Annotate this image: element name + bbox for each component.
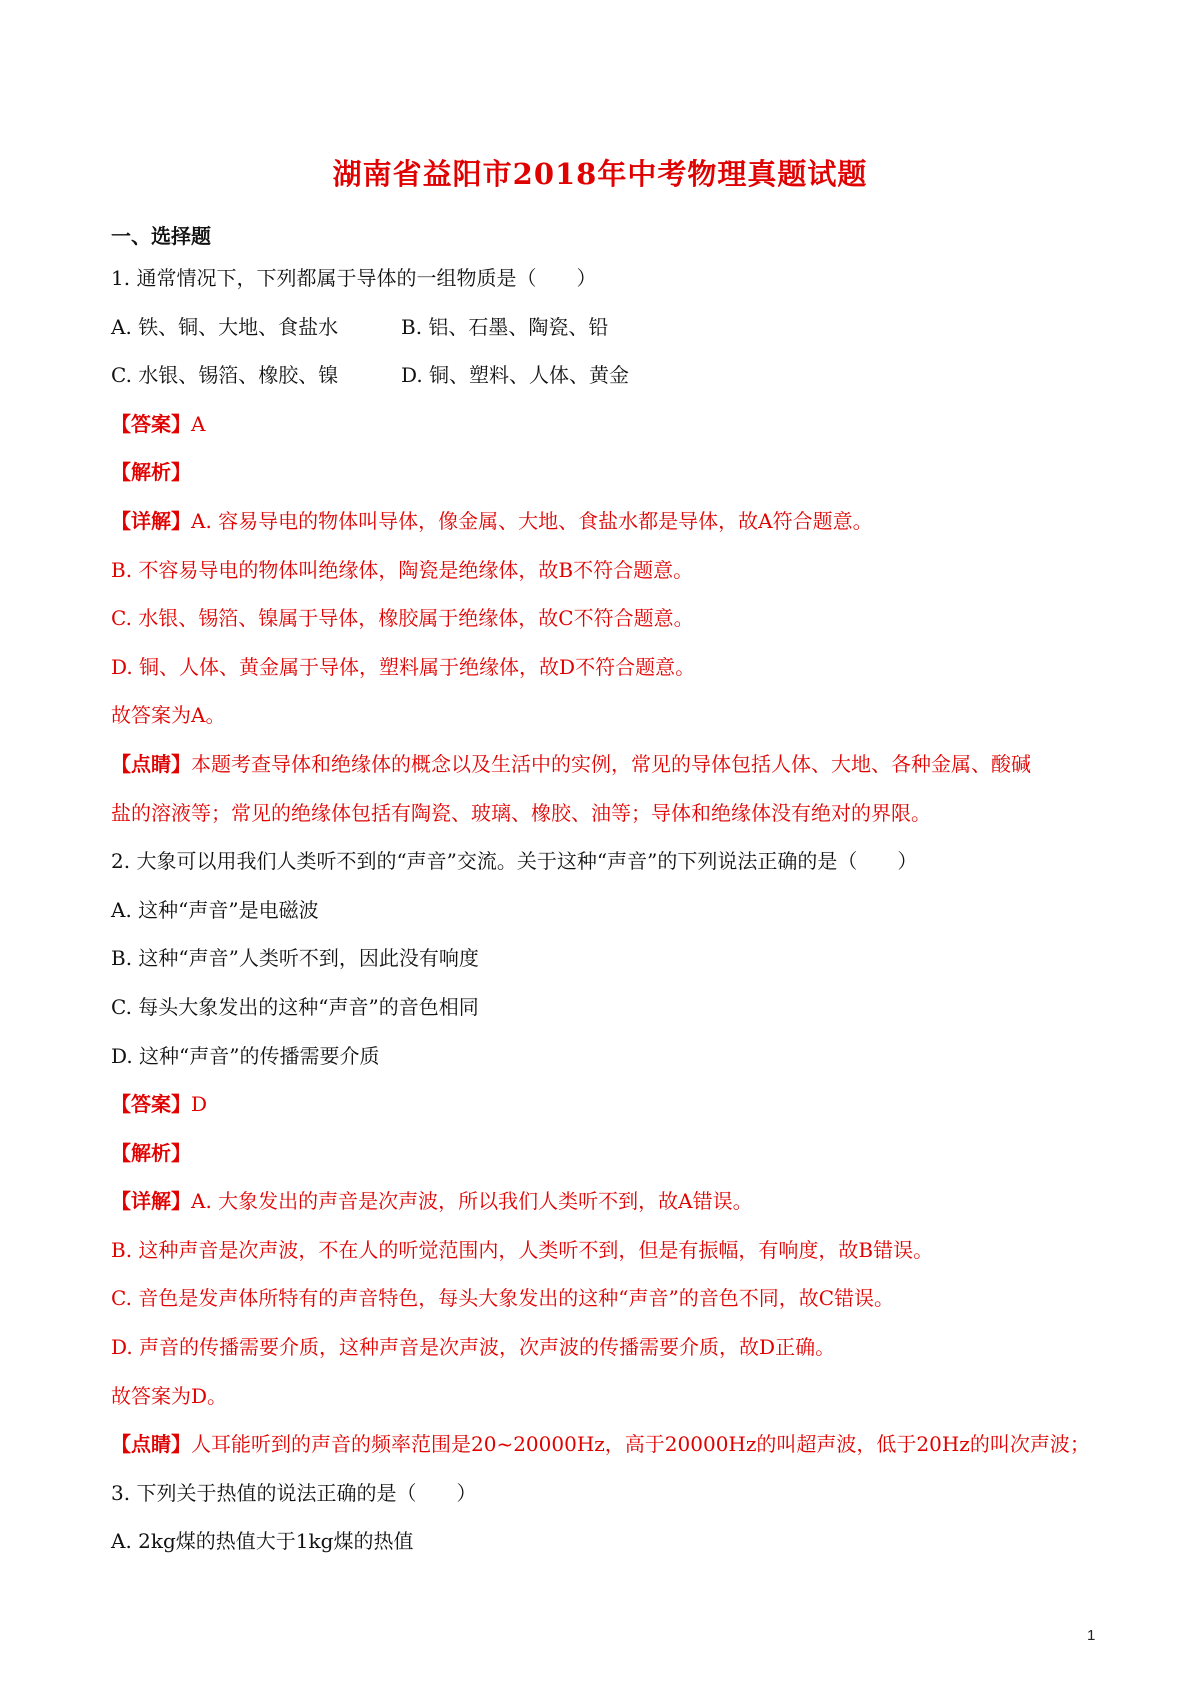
answer-value: D bbox=[191, 1092, 208, 1117]
q1-comment bbox=[111, 744, 1111, 793]
q2-comment bbox=[111, 1424, 1111, 1473]
q1-option-c: C. 水银、锡箔、橡胶、镍 bbox=[111, 363, 339, 388]
q1-detail-a bbox=[111, 501, 1111, 550]
q1-detail-b: B. 不容易导电的物体叫绝缘体，陶瓷是绝缘体，故B不符合题意。 bbox=[111, 557, 694, 582]
q2-option-a: A. 这种“声音”是电磁波 bbox=[111, 897, 319, 922]
page-number: 1 bbox=[1087, 1627, 1096, 1644]
q2-detail-b: B. 这种声音是次声波，不在人的听觉范围内，人类听不到，但是有振幅，有响度，故B错误。 bbox=[111, 1237, 934, 1262]
document-title: 湖南省益阳市2018年中考物理真题试题 bbox=[332, 157, 868, 191]
q2-detail-a bbox=[111, 1181, 1111, 1230]
section-heading: 一、选择题 bbox=[111, 224, 211, 248]
q1-comment-continued: 盐的溶液等；常见的绝缘体包括有陶瓷、玻璃、橡胶、油等；导体和绝缘体没有绝对的界限。 bbox=[111, 800, 931, 825]
question-1-options-ab bbox=[111, 307, 1111, 356]
q2-analysis bbox=[111, 1133, 1111, 1182]
q1-option-a: A. 铁、铜、大地、食盐水 bbox=[111, 314, 339, 339]
detail-label: 【详解】 bbox=[111, 1189, 191, 1214]
q2-option-c: C. 每头大象发出的这种“声音”的音色相同 bbox=[111, 994, 479, 1019]
q1-detail-c: C. 水银、锡箔、镍属于导体，橡胶属于绝缘体，故C不符合题意。 bbox=[111, 606, 694, 631]
question-content bbox=[111, 258, 1111, 1570]
q1-detail-d: D. 铜、人体、黄金属于导体，塑料属于绝缘体，故D不符合题意。 bbox=[111, 654, 696, 679]
detail-label: 【详解】 bbox=[111, 508, 191, 533]
detail-text: A. 大象发出的声音是次声波，所以我们人类听不到，故A错误。 bbox=[191, 1189, 753, 1214]
question-1-options-cd bbox=[111, 355, 1111, 404]
q2-detail-d: D. 声音的传播需要介质，这种声音是次声波，次声波的传播需要介质，故D正确。 bbox=[111, 1335, 836, 1360]
comment-label: 【点睛】 bbox=[111, 751, 191, 776]
q2-conclusion: 故答案为D。 bbox=[111, 1383, 228, 1408]
comment-label: 【点睛】 bbox=[111, 1432, 191, 1457]
answer-label: 【答案】 bbox=[111, 1092, 191, 1117]
q1-answer bbox=[111, 404, 1111, 453]
q1-analysis bbox=[111, 452, 1111, 501]
q2-detail-c: C. 音色是发声体所特有的声音特色，每头大象发出的这种“声音”的音色不同，故C错误。 bbox=[111, 1286, 895, 1311]
detail-text: A. 容易导电的物体叫导体，像金属、大地、食盐水都是导体，故A符合题意。 bbox=[191, 508, 873, 533]
analysis-label: 【解析】 bbox=[111, 1140, 191, 1165]
q1-option-b: B. 铝、石墨、陶瓷、铅 bbox=[401, 314, 609, 339]
question-1-stem: 1. 通常情况下，下列都属于导体的一组物质是（ ） bbox=[111, 266, 597, 290]
question-2-stem: 2. 大象可以用我们人类听不到的“声音”交流。关于这种“声音”的下列说法正确的是（ ） bbox=[111, 849, 918, 874]
answer-label: 【答案】 bbox=[111, 411, 191, 436]
question-3-stem: 3. 下列关于热值的说法正确的是（ ） bbox=[111, 1480, 477, 1505]
q2-option-b: B. 这种“声音”人类听不到，因此没有响度 bbox=[111, 946, 479, 971]
q2-option-d: D. 这种“声音”的传播需要介质 bbox=[111, 1043, 380, 1068]
q1-option-d: D. 铜、塑料、人体、黄金 bbox=[401, 363, 630, 388]
q1-conclusion: 故答案为A。 bbox=[111, 703, 226, 728]
comment-text: 人耳能听到的声音的频率范围是20~20000Hz，高于20000Hz的叫超声波，低于20Hz的叫次声波； bbox=[191, 1432, 1090, 1457]
q2-answer bbox=[111, 1084, 1111, 1133]
q3-option-a: A. 2kg煤的热值大于1kg煤的热值 bbox=[111, 1529, 414, 1554]
answer-value: A bbox=[191, 411, 206, 436]
analysis-label: 【解析】 bbox=[111, 460, 191, 485]
comment-text: 本题考查导体和绝缘体的概念以及生活中的实例，常见的导体包括人体、大地、各种金属、酸碱 bbox=[191, 751, 1031, 776]
